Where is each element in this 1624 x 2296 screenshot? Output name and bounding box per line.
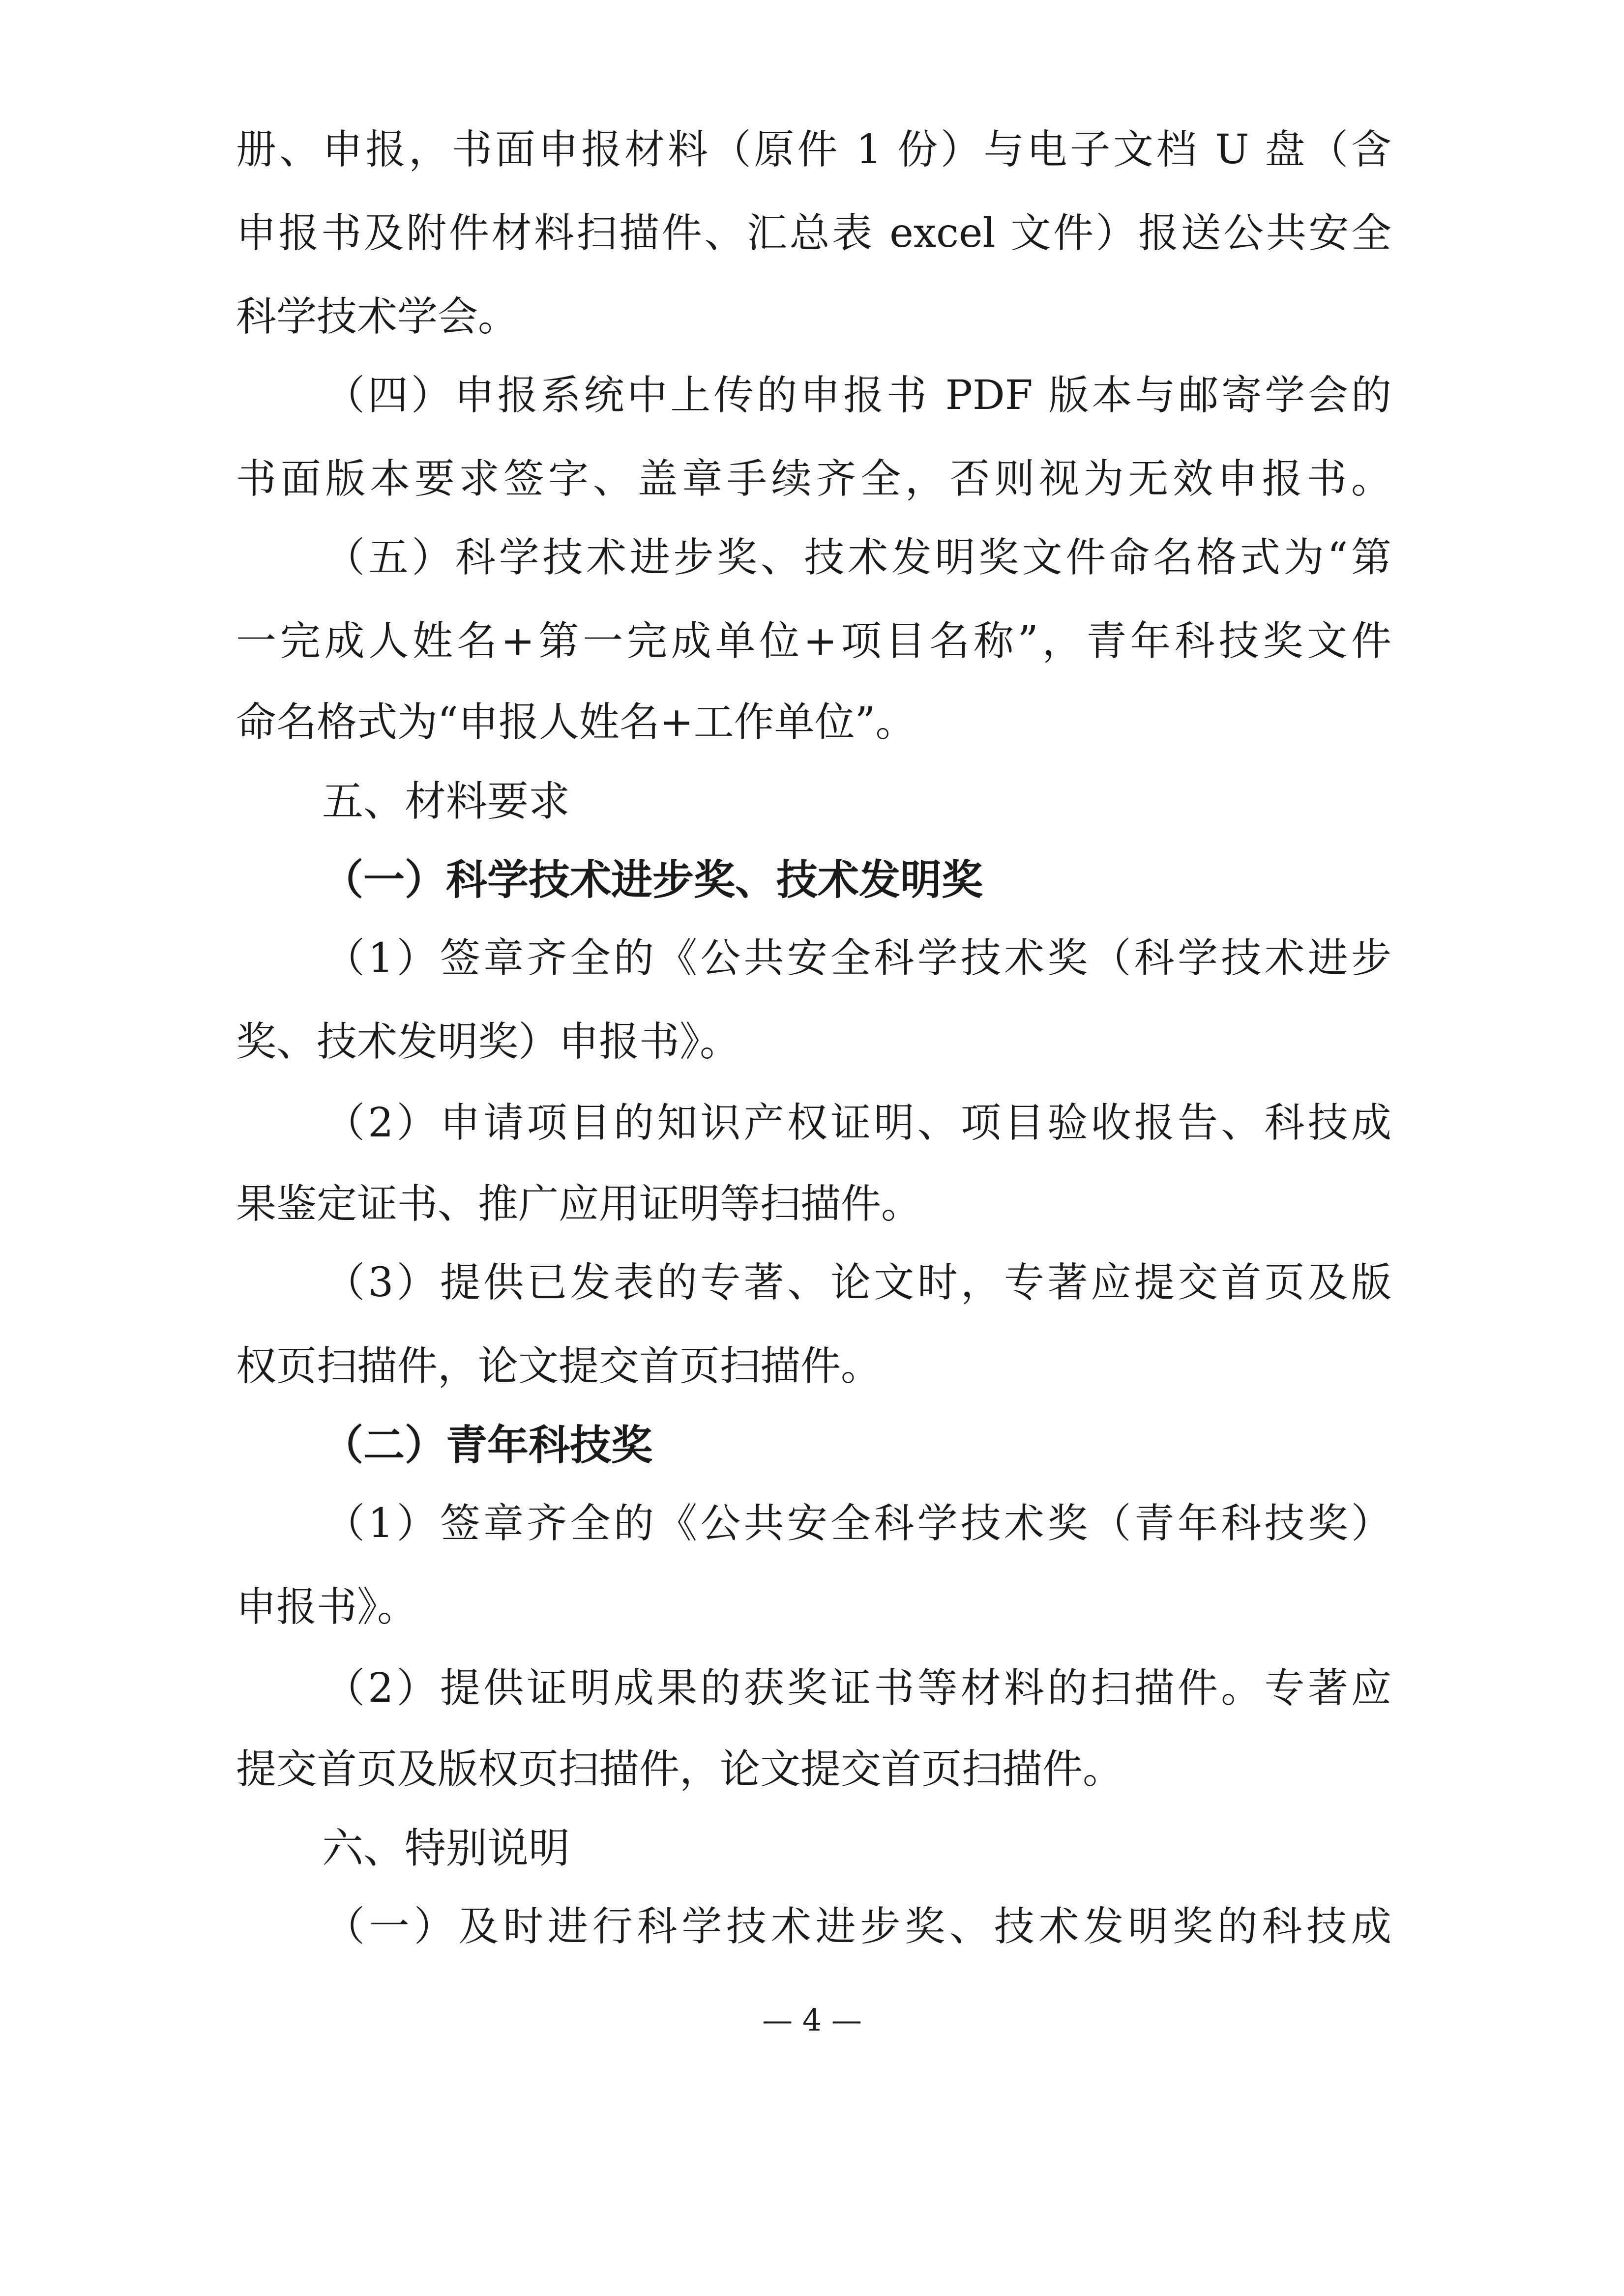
- paragraph-line: 果鉴定证书、推广应用证明等扫描件。: [236, 1181, 922, 1227]
- paragraph-line: 科学技术学会。: [236, 293, 519, 340]
- paragraph-line: （1）签章齐全的《公共安全科学技术奖（科学技术进步: [325, 935, 1391, 982]
- paragraph-line: （1）签章齐全的《公共安全科学技术奖（青年科技奖）: [325, 1500, 1391, 1547]
- paragraph-line: 申报书》。: [236, 1584, 418, 1630]
- paragraph-line: 命名格式为“申报人姓名+工作单位”。: [236, 699, 916, 746]
- page-number: — 4 —: [762, 2002, 862, 2038]
- paragraph-line: 书面版本要求签字、盖章手续齐全，否则视为无效申报书。: [236, 456, 1391, 502]
- paragraph-line: （四）申报系统中上传的申报书 PDF 版本与邮寄学会的: [325, 372, 1391, 419]
- section-heading: 五、材料要求: [322, 777, 570, 825]
- paragraph-line: （3）提供已发表的专著、论文时，专著应提交首页及版: [325, 1259, 1391, 1306]
- paragraph-line: （五）科学技术进步奖、技术发明奖文件命名格式为“第: [325, 534, 1391, 581]
- paragraph-line: （2）提供证明成果的获奖证书等材料的扫描件。专著应: [325, 1665, 1391, 1712]
- paragraph-line: （2）申请项目的知识产权证明、项目验收报告、科技成: [325, 1100, 1391, 1146]
- paragraph-line: 册、申报，书面申报材料（原件 1 份）与电子文档 U 盘（含: [236, 126, 1391, 173]
- paragraph-line: 提交首页及版权页扫描件，论文提交首页扫描件。: [236, 1746, 1123, 1793]
- subsection-heading: （二）青年科技奖: [322, 1421, 653, 1469]
- paragraph-line: 奖、技术发明奖）申报书》。: [236, 1018, 740, 1065]
- section-heading: 六、特别说明: [322, 1824, 570, 1872]
- paragraph-line: （一）及时进行科学技术进步奖、技术发明奖的科技成: [325, 1903, 1391, 1950]
- subsection-heading: （一）科学技术进步奖、技术发明奖: [322, 855, 983, 904]
- paragraph-line: 权页扫描件，论文提交首页扫描件。: [236, 1343, 882, 1390]
- paragraph-line: 一完成人姓名+第一完成单位+项目名称”，青年科技奖文件: [236, 618, 1391, 665]
- paragraph-line: 申报书及附件材料扫描件、汇总表 excel 文件）报送公共安全: [236, 210, 1391, 257]
